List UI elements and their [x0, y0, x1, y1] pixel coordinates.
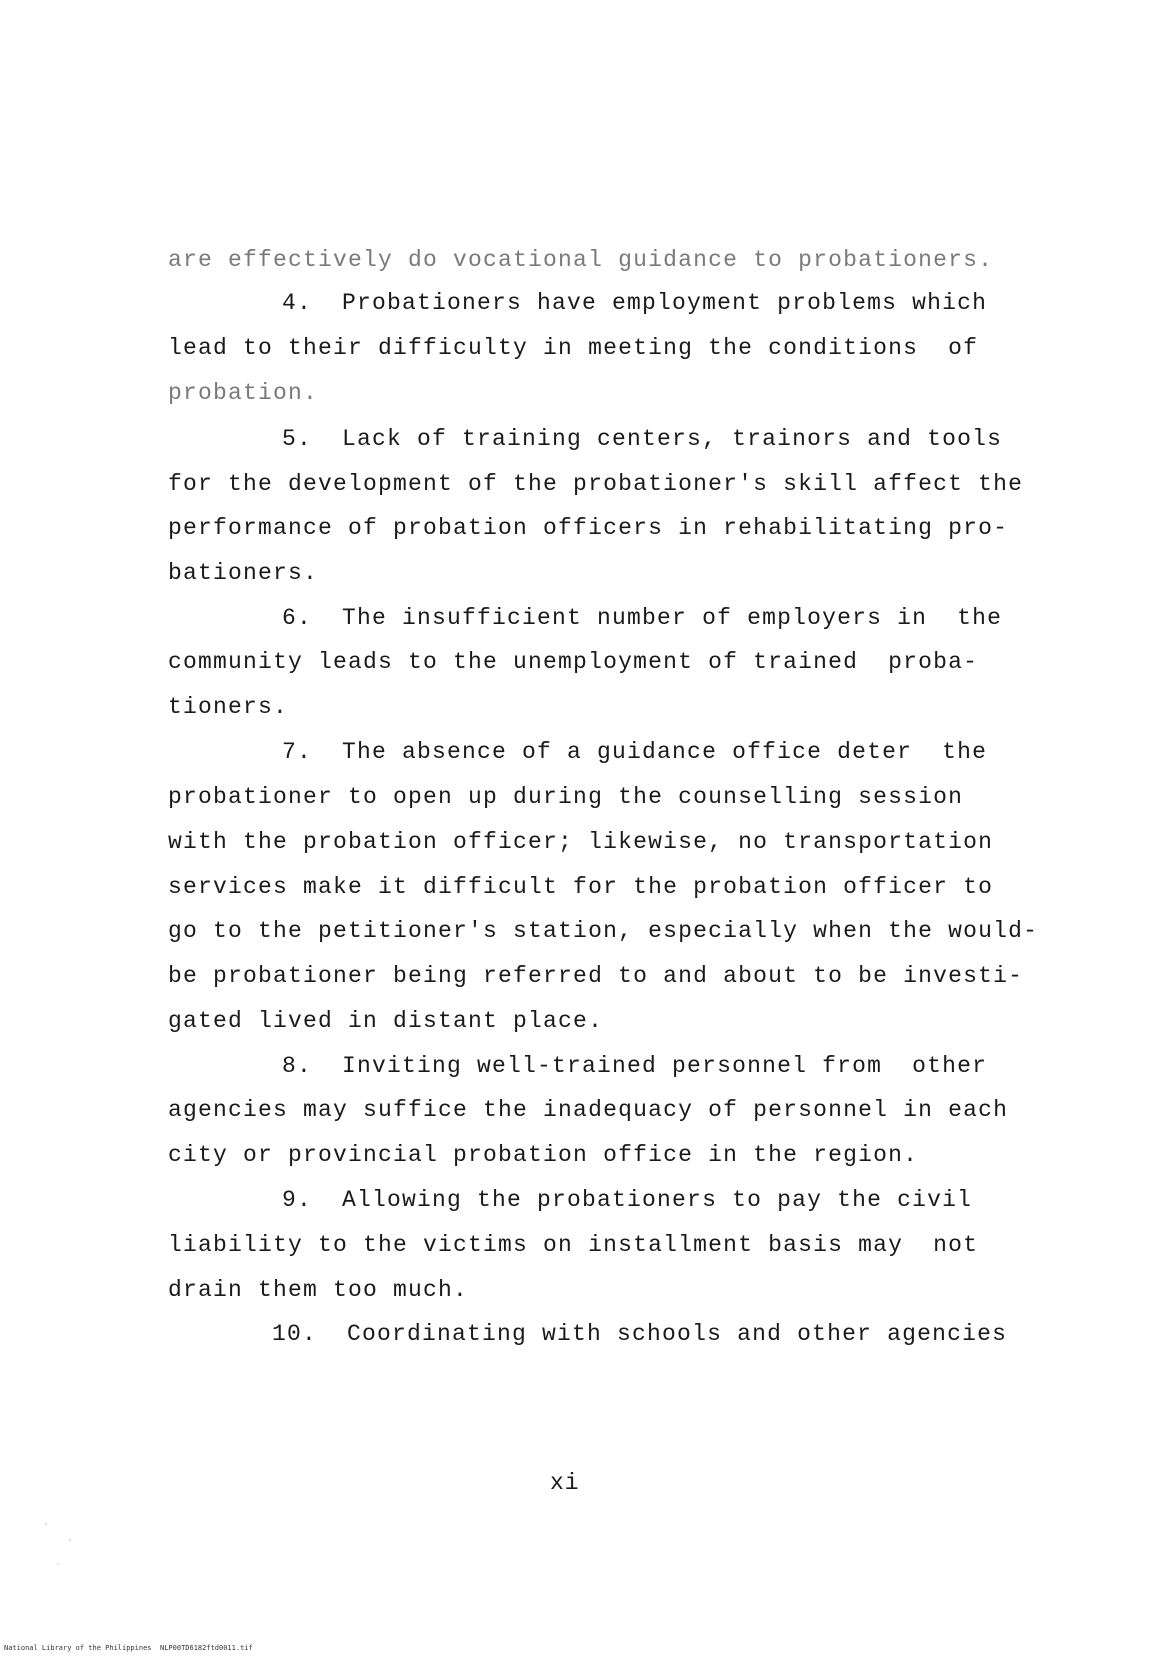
text-line: probation.: [168, 380, 319, 406]
text-line: liability to the victims on installment basis may not: [168, 1232, 979, 1258]
text-line: 7. The absence of a guidance office deter the: [282, 739, 988, 765]
text-line: agencies may suffice the inadequacy of personnel in each: [168, 1097, 1009, 1123]
footer-library: National Library of the Philippines: [4, 1644, 152, 1652]
text-line: with the probation officer; likewise, no transportation: [168, 829, 994, 855]
text-line: 4. Probationers have employment problems which: [282, 290, 988, 316]
text-line: 5. Lack of training centers, trainors and tools: [282, 426, 1003, 452]
text-line: for the development of the probationer's skill affect the: [168, 471, 1024, 497]
footer-file-id: NLP00TD6182ftd0011.tif: [160, 1644, 253, 1652]
text-line: 8. Inviting well-trained personnel from other: [282, 1053, 988, 1079]
text-line: community leads to the unemployment of trained proba-: [168, 649, 979, 675]
text-line: 10. Coordinating with schools and other agencies: [272, 1321, 1008, 1347]
text-line: 6. The insufficient number of employers in the: [282, 605, 1003, 631]
text-line: go to the petitioner's station, especially when the would-: [168, 918, 1039, 944]
text-line: are effectively do vocational guidance to probationers.: [168, 247, 994, 273]
text-line: drain them too much.: [168, 1277, 469, 1303]
text-line: be probationer being referred to and about to be investi-: [168, 963, 1024, 989]
text-line: gated lived in distant place.: [168, 1008, 604, 1034]
text-line: bationers.: [168, 560, 319, 586]
scan-speckle: [34, 1500, 94, 1580]
text-line: probationer to open up during the counselling session: [168, 784, 964, 810]
text-line: services make it difficult for the probation officer to: [168, 874, 994, 900]
text-line: tioners.: [168, 694, 289, 720]
text-line: city or provincial probation office in the region.: [168, 1142, 919, 1168]
text-line: lead to their difficulty in meeting the conditions of: [168, 335, 979, 361]
text-line: 9. Allowing the probationers to pay the civil: [282, 1187, 973, 1213]
page-number: xi: [550, 1470, 580, 1496]
text-line: performance of probation officers in rehabilitating pro-: [168, 515, 1009, 541]
